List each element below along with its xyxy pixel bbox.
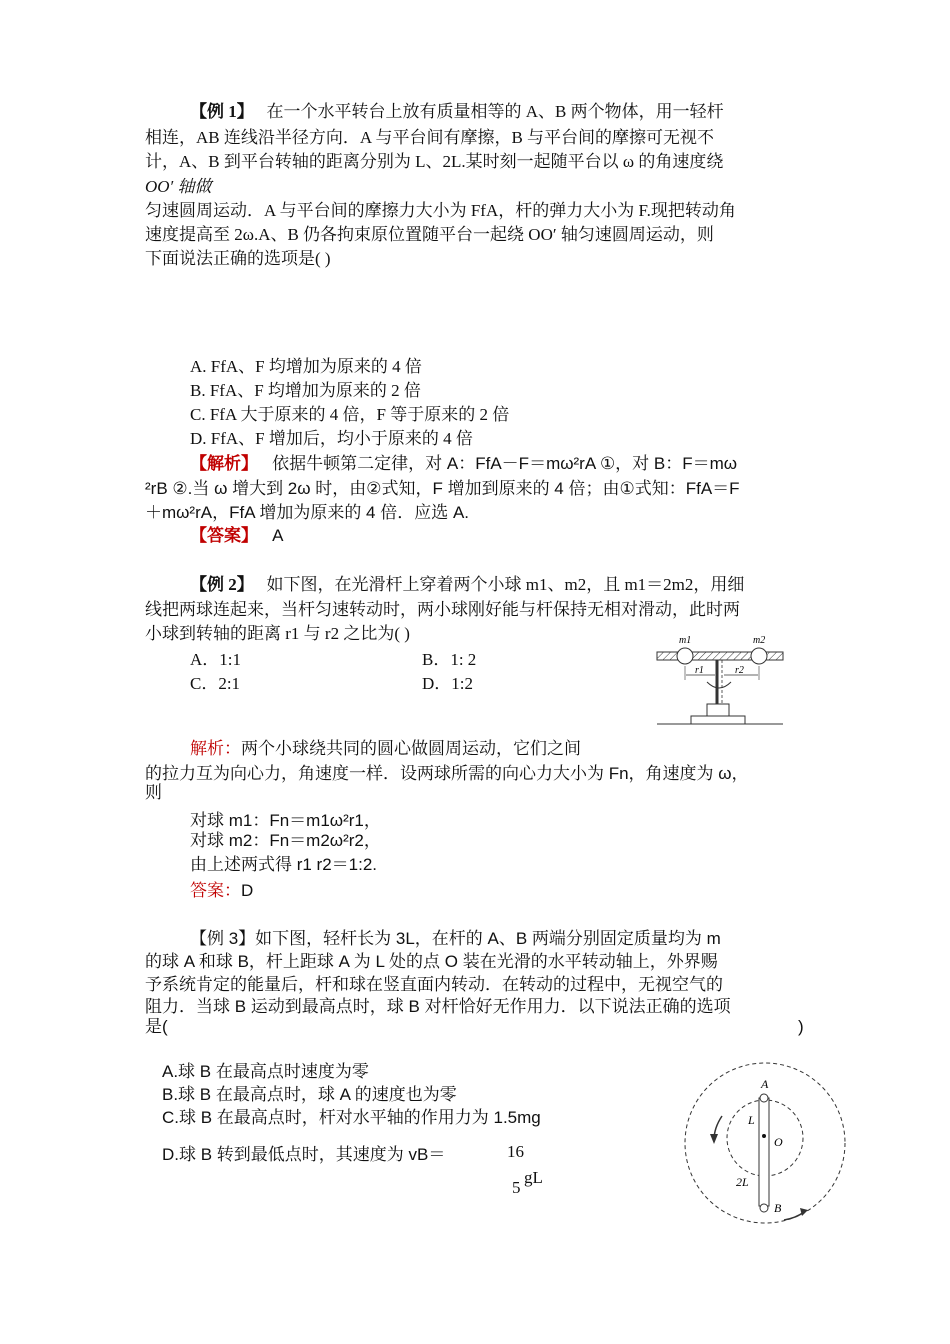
ex3-fig-rotation-arrow-bottom <box>784 1212 804 1220</box>
ex2-option-c: C．2:1 <box>190 674 241 693</box>
ex1-line1 <box>190 101 724 123</box>
ex1-answer-tag: 【答案】 <box>190 526 258 545</box>
ex3-fig-label-b: B <box>774 1201 782 1215</box>
ex2-analysis-1: 两个小球绕共同的圆心做圆周运动，它们之间 <box>241 739 581 758</box>
ex2-stem-1: 如下图，在光滑杆上穿着两个小球 m1、m2，且 m1＝2m2，用细 <box>266 575 745 594</box>
ex1-answer: A <box>272 526 284 545</box>
ex3-rotation-figure <box>680 1058 850 1228</box>
ex3-fig-label-o: O <box>774 1135 783 1149</box>
ex3-stem-2: 的球 A 和球 B，杆上距球 A 为 L 处的点 O 装在光滑的水平转动轴上，外界赐 <box>145 952 718 971</box>
ex3-stem-3: 予系统肯定的能量后，杆和球在竖直面内转动．在转动的过程中，无视空气的 <box>145 975 723 994</box>
ex1-stem-4: OO′ 轴做 <box>145 177 212 196</box>
ex3-fig-ball-b <box>760 1204 768 1212</box>
ex1-analysis-line1 <box>190 453 737 475</box>
ex2-option-d: D．1:2 <box>422 674 473 693</box>
ex3-fig-label-2l: 2L <box>736 1175 749 1189</box>
ex1-option-c: C. FfA 大于原来的 4 倍，F 等于原来的 2 倍 <box>190 405 510 424</box>
ex2-fig-ball-m1 <box>677 648 693 664</box>
ex2-option-a: A．1:1 <box>190 650 241 669</box>
ex3-stem-1: 【例 3】如下图，轻杆长为 3L，在杆的 A、B 两端分别固定质量均为 m <box>190 929 721 948</box>
ex2-fig-r2: r2 <box>735 665 744 676</box>
ex2-stem-3: 小球到转轴的距离 r1 与 r2 之比为( ) <box>145 624 410 643</box>
ex3-frac-den: 5 <box>512 1178 521 1197</box>
ex1-analysis-3: ＋mω²rA，FfA 增加为原来的 4 倍．应选 A. <box>145 503 470 522</box>
ex2-fig-m1: m1 <box>679 635 692 646</box>
ex3-fig-pivot <box>762 1134 766 1138</box>
ex1-stem-7: 下面说法正确的选项是( ) <box>145 249 331 268</box>
ex2-analysis-4: 对球 m1：Fn＝m1ω²r1， <box>190 811 381 830</box>
ex3-fig-ball-a <box>760 1094 768 1102</box>
ex2-stem-2: 线把两球连起来，当杆匀速转动时，两小球刚好能与杆保持无相对滑动，此时两 <box>145 600 740 619</box>
ex2-fig-motor <box>707 704 729 716</box>
ex1-stem-3: 计，A、B 到平台转轴的距离分别为 L、2L.某时刻一起随平台以 ω 的角速度绕 <box>145 152 724 171</box>
ex2-analysis-tag: 解析： <box>190 739 241 758</box>
ex3-stem-5: 是( <box>145 1017 168 1036</box>
ex1-analysis-2: ²rB ②.当 ω 增大到 2ω 时，由②式知，F 增加到原来的 4 倍；由①式知：FfA＝F <box>145 479 740 498</box>
ex2-analysis-2: 的拉力互为向心力，角速度一样．设两球所需的向心力大小为 Fn，角速度为 ω， <box>145 764 749 783</box>
ex2-analysis-3: 则 <box>145 783 162 802</box>
ex3-fig-arrowhead-left <box>710 1134 718 1144</box>
ex2-fig-rotation-arrow <box>707 682 731 688</box>
ex1-option-a: A. FfA、F 均增加为原来的 4 倍 <box>190 357 422 376</box>
ex2-line1 <box>190 574 744 596</box>
ex3-option-c: C.球 B 在最高点时，杆对水平轴的作用力为 1.5mg <box>162 1108 541 1127</box>
ex3-fig-rod <box>759 1098 769 1206</box>
ex2-fig-m2: m2 <box>753 635 766 646</box>
ex3-frac-tail: gL <box>524 1168 543 1187</box>
ex3-option-d: D.球 B 转到最低点时，其速度为 vB＝ <box>162 1145 446 1164</box>
ex1-stem-2: 相连，AB 连线沿半径方向．A 与平台间有摩擦，B 与平台间的摩擦可无视不 <box>145 128 715 147</box>
ex3-stem-4: 阻力．当球 B 运动到最高点时，球 B 对杆恰好无作用力．以下说法正确的选项 <box>145 997 731 1016</box>
ex3-option-b: B.球 B 在最高点时，球 A 的速度也为零 <box>162 1085 457 1104</box>
ex2-fig-ball-m2 <box>751 648 767 664</box>
ex2-fig-r1: r1 <box>695 665 704 676</box>
ex2-answer-tag: 答案： <box>190 881 241 900</box>
ex2-analysis-6: 由上述两式得 r1 r2＝1:2. <box>190 855 378 874</box>
ex1-stem-1: 在一个水平转台上放有质量相等的 A、B 两个物体，用一轻杆 <box>266 102 724 121</box>
ex1-answer-line <box>190 525 284 547</box>
ex2-analysis-5: 对球 m2：Fn＝m2ω²r2， <box>190 831 381 850</box>
ex1-stem-6: 速度提高至 2ω.A、B 仍各拘束原位置随平台一起绕 OO′ 轴匀速圆周运动，则 <box>145 225 714 244</box>
ex3-fig-arrowhead-bottom <box>800 1208 808 1216</box>
ex2-fig-base <box>691 716 745 724</box>
ex1-analysis-tag: 【解析】 <box>190 454 258 473</box>
ex2-answer: D <box>241 881 254 900</box>
ex3-stem-6: ) <box>798 1017 804 1036</box>
ex1-option-d: D. FfA、F 增加后，均小于原来的 4 倍 <box>190 429 473 448</box>
ex3-option-a: A.球 B 在最高点时速度为零 <box>162 1062 369 1081</box>
ex1-tag: 【例 1】 <box>190 102 254 121</box>
ex1-option-b: B. FfA、F 均增加为原来的 2 倍 <box>190 381 421 400</box>
ex2-tag: 【例 2】 <box>190 575 254 594</box>
ex2-rod-figure <box>655 632 785 732</box>
ex3-frac-num: 16 <box>507 1142 524 1161</box>
ex2-answer-line <box>190 880 253 902</box>
ex2-option-b: B．1: 2 <box>422 650 477 669</box>
ex1-stem-5: 匀速圆周运动．A 与平台间的摩擦力大小为 FfA，杆的弹力大小为 F.现把转动角 <box>145 201 736 220</box>
ex2-analysis-line1 <box>190 738 581 760</box>
ex3-fig-label-a: A <box>761 1077 769 1091</box>
ex3-fig-label-l: L <box>748 1113 755 1127</box>
ex1-analysis-1: 依据牛顿第二定律，对 A：FfA－F＝mω²rA ①，对 B：F＝mω <box>272 454 738 473</box>
